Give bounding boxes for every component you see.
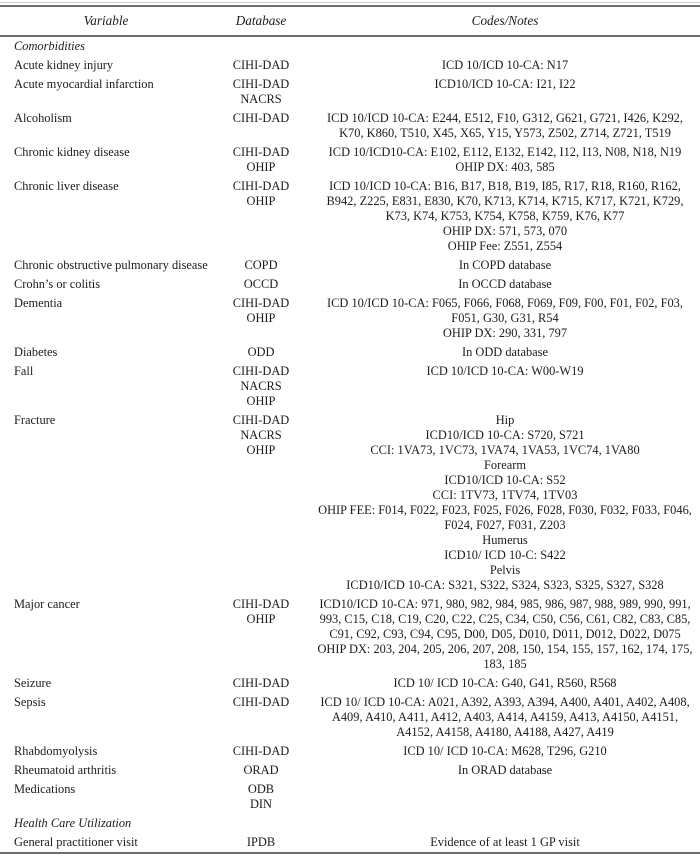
variable-cell: Dementia bbox=[14, 296, 63, 310]
codes-line: ICD10/ ICD 10-C: S422 bbox=[444, 548, 566, 562]
table-row bbox=[0, 674, 700, 693]
codes-cell bbox=[310, 362, 700, 411]
table-row bbox=[0, 780, 700, 814]
database-line: CIHI-DAD bbox=[232, 695, 290, 709]
database-line: CIHI-DAD bbox=[232, 744, 290, 758]
codes-line: ICD10/ICD 10-CA: S720, S721 bbox=[425, 428, 585, 442]
codes-line: In OCCD database bbox=[458, 277, 552, 291]
database-line: ODB bbox=[247, 782, 275, 796]
col-header-codes-notes: Codes/Notes bbox=[310, 6, 700, 36]
database-cell bbox=[212, 256, 310, 275]
database-cell bbox=[212, 294, 310, 343]
database-cell bbox=[212, 833, 310, 853]
table-row bbox=[0, 833, 700, 853]
table-row bbox=[0, 742, 700, 761]
section-label: Health Care Utilization bbox=[14, 816, 132, 830]
table-row bbox=[0, 761, 700, 780]
database-cell bbox=[212, 109, 310, 143]
variable-cell: Fall bbox=[14, 364, 34, 378]
codes-cell bbox=[310, 411, 700, 595]
codes-cell bbox=[310, 109, 700, 143]
variable-cell: Acute myocardial infarction bbox=[14, 77, 154, 91]
database-line: NACRS bbox=[240, 428, 282, 442]
variable-cell: Diabetes bbox=[14, 345, 58, 359]
codes-line: OHIP DX: 571, 573, 070 bbox=[442, 224, 568, 238]
codes-line: OHIP DX: 403, 585 bbox=[455, 160, 555, 174]
database-line: CIHI-DAD bbox=[232, 413, 290, 427]
codes-line: ICD10/ICD 10-CA: I21, I22 bbox=[434, 77, 576, 91]
codes-line: ICD 10/ICD 10-CA: B16, B17, B18, B19, I85, R17, R18, R160, R162, B942, Z225, E831, E830, K70, K713, K714, K715, K717, K721, K729, K73, K74, K753, K754, K758, K759, K76, K77 bbox=[326, 179, 684, 223]
codes-cell bbox=[310, 595, 700, 674]
database-line: NACRS bbox=[240, 92, 282, 106]
database-cell bbox=[212, 56, 310, 75]
codes-line: ICD 10/ICD 10-CA: E244, E512, F10, G312, G621, G721, I426, K292, K70, K860, T510, X45, X65, Y15, Y573, Z502, Z714, Z721, T519 bbox=[327, 111, 683, 140]
codes-line: ICD10/ICD 10-CA: 971, 980, 982, 984, 985, 986, 987, 988, 989, 990, 991, 993, C15, C18, C19, C20, C22, C25, C34, C50, C56, C61, C82, C83, C85, C91, C92, C93, C94, C95, D00, D05, D010, D011, D012, D022, D075 bbox=[319, 597, 691, 641]
variable-cell: Chronic obstructive pulmonary disease bbox=[14, 258, 208, 272]
codes-line: Evidence of at least 1 GP visit bbox=[430, 835, 580, 849]
variable-cell: Chronic kidney disease bbox=[14, 145, 130, 159]
codes-line: In ORAD database bbox=[457, 763, 553, 777]
database-cell bbox=[212, 143, 310, 177]
database-line: CIHI-DAD bbox=[232, 145, 290, 159]
section-label: Comorbidities bbox=[14, 39, 85, 53]
section-row bbox=[0, 36, 700, 56]
database-line: CIHI-DAD bbox=[232, 296, 290, 310]
section-row bbox=[0, 814, 700, 833]
database-cell bbox=[212, 177, 310, 256]
codes-line: ICD10/ICD 10-CA: S52 bbox=[444, 473, 566, 487]
codes-cell bbox=[310, 780, 700, 814]
codes-cell bbox=[310, 143, 700, 177]
codes-line: In ODD database bbox=[461, 345, 548, 359]
codes-line: Pelvis bbox=[489, 563, 521, 577]
codes-line: ICD 10/ICD 10-CA: F065, F066, F068, F069, F09, F00, F01, F02, F03, F051, G30, G31, R54 bbox=[327, 296, 683, 325]
database-line: OHIP bbox=[246, 394, 276, 408]
table-header bbox=[0, 6, 700, 36]
database-line: CIHI-DAD bbox=[232, 77, 290, 91]
table-row bbox=[0, 294, 700, 343]
database-cell bbox=[212, 742, 310, 761]
database-line: NACRS bbox=[240, 379, 282, 393]
codes-line: ICD 10/ICD 10-CA: N17 bbox=[441, 58, 569, 72]
database-line: OHIP bbox=[246, 311, 276, 325]
variable-cell: General practitioner visit bbox=[14, 835, 138, 849]
variable-cell: Crohn’s or colitis bbox=[14, 277, 101, 291]
database-line: ORAD bbox=[243, 763, 279, 777]
database-line: OHIP bbox=[246, 160, 276, 174]
variable-cell: Seizure bbox=[14, 676, 52, 690]
database-cell bbox=[212, 411, 310, 595]
variable-cell: Rheumatoid arthritis bbox=[14, 763, 117, 777]
database-line: CIHI-DAD bbox=[232, 597, 290, 611]
codes-cell bbox=[310, 75, 700, 109]
database-cell bbox=[212, 362, 310, 411]
codes-line: ICD 10/ICD 10-CA: W00-W19 bbox=[426, 364, 584, 378]
table-row bbox=[0, 693, 700, 742]
codes-cell bbox=[310, 56, 700, 75]
database-cell bbox=[212, 595, 310, 674]
table-row bbox=[0, 362, 700, 411]
database-cell bbox=[212, 75, 310, 109]
table-row bbox=[0, 75, 700, 109]
codes-cell bbox=[310, 742, 700, 761]
database-cell bbox=[212, 674, 310, 693]
codes-line: Humerus bbox=[482, 533, 528, 547]
codes-cell bbox=[310, 693, 700, 742]
codes-line: CCI: 1TV73, 1TV74, 1TV03 bbox=[432, 488, 578, 502]
variable-cell: Medications bbox=[14, 782, 76, 796]
codes-cell bbox=[310, 833, 700, 853]
top-ghost-rule bbox=[0, 2, 700, 3]
database-cell bbox=[212, 693, 310, 742]
variable-cell: Acute kidney injury bbox=[14, 58, 114, 72]
variable-cell: Fracture bbox=[14, 413, 56, 427]
variable-cell: Alcoholism bbox=[14, 111, 72, 125]
variable-cell: Chronic liver disease bbox=[14, 179, 119, 193]
codes-line: Hip bbox=[495, 413, 515, 427]
codes-cell bbox=[310, 761, 700, 780]
codes-line: OHIP DX: 290, 331, 797 bbox=[442, 326, 568, 340]
codes-cell bbox=[310, 256, 700, 275]
database-line: IPDB bbox=[246, 835, 276, 849]
table-row bbox=[0, 143, 700, 177]
codes-line: ICD 10/ ICD 10-CA: M628, T296, G210 bbox=[403, 744, 607, 758]
codes-cell bbox=[310, 674, 700, 693]
database-line: CIHI-DAD bbox=[232, 364, 290, 378]
database-cell bbox=[212, 761, 310, 780]
table-row bbox=[0, 56, 700, 75]
table-row bbox=[0, 595, 700, 674]
table-row bbox=[0, 256, 700, 275]
database-line: CIHI-DAD bbox=[232, 179, 290, 193]
codes-line: OHIP FEE: F014, F022, F023, F025, F026, F028, F030, F032, F033, F046, F024, F027, F031, Z203 bbox=[318, 503, 692, 532]
database-line: COPD bbox=[244, 258, 278, 272]
codes-line: ICD10/ICD 10-CA: S321, S322, S324, S323, S325, S327, S328 bbox=[346, 578, 664, 592]
table-row bbox=[0, 275, 700, 294]
codes-table bbox=[0, 5, 700, 854]
codes-line: ICD 10/ ICD 10-CA: A021, A392, A393, A394, A400, A401, A402, A408, A409, A410, A411, A412, A403, A414, A4159, A413, A4150, A4151, A4152, A4158, A4180, A4188, A427, A419 bbox=[320, 695, 690, 739]
codes-cell bbox=[310, 177, 700, 256]
codes-cell bbox=[310, 275, 700, 294]
database-line: OCCD bbox=[243, 277, 279, 291]
col-header-variable: Variable bbox=[0, 6, 212, 36]
header-row bbox=[0, 6, 700, 36]
variable-cell: Rhabdomyolysis bbox=[14, 744, 98, 758]
database-line: OHIP bbox=[246, 443, 276, 457]
codes-cell bbox=[310, 294, 700, 343]
database-line: OHIP bbox=[246, 194, 276, 208]
codes-cell bbox=[310, 343, 700, 362]
col-header-database: Database bbox=[212, 6, 310, 36]
codes-line: Forearm bbox=[484, 458, 526, 472]
database-line: CIHI-DAD bbox=[232, 111, 290, 125]
database-line: OHIP bbox=[246, 612, 276, 626]
codes-line: OHIP DX: 203, 204, 205, 206, 207, 208, 150, 154, 155, 157, 162, 174, 175, 183, 185 bbox=[317, 642, 693, 671]
codes-line: In COPD database bbox=[458, 258, 552, 272]
database-line: ODD bbox=[247, 345, 275, 359]
database-line: DIN bbox=[249, 797, 273, 811]
database-cell bbox=[212, 780, 310, 814]
table-body bbox=[0, 36, 700, 853]
codes-line: ICD 10/ICD10-CA: E102, E112, E132, E142, I12, I13, N08, N18, N19 bbox=[328, 145, 682, 159]
database-cell bbox=[212, 275, 310, 294]
codes-line: OHIP Fee: Z551, Z554 bbox=[447, 239, 563, 253]
database-cell bbox=[212, 343, 310, 362]
variable-cell: Major cancer bbox=[14, 597, 80, 611]
database-line: CIHI-DAD bbox=[232, 58, 290, 72]
table-row bbox=[0, 177, 700, 256]
variable-cell: Sepsis bbox=[14, 695, 46, 709]
codes-line: ICD 10/ ICD 10-CA: G40, G41, R560, R568 bbox=[393, 676, 617, 690]
table-row bbox=[0, 343, 700, 362]
table-row bbox=[0, 109, 700, 143]
codes-line: CCI: 1VA73, 1VC73, 1VA74, 1VA53, 1VC74, 1VA80 bbox=[370, 443, 640, 457]
database-line: CIHI-DAD bbox=[232, 676, 290, 690]
table-row bbox=[0, 411, 700, 595]
